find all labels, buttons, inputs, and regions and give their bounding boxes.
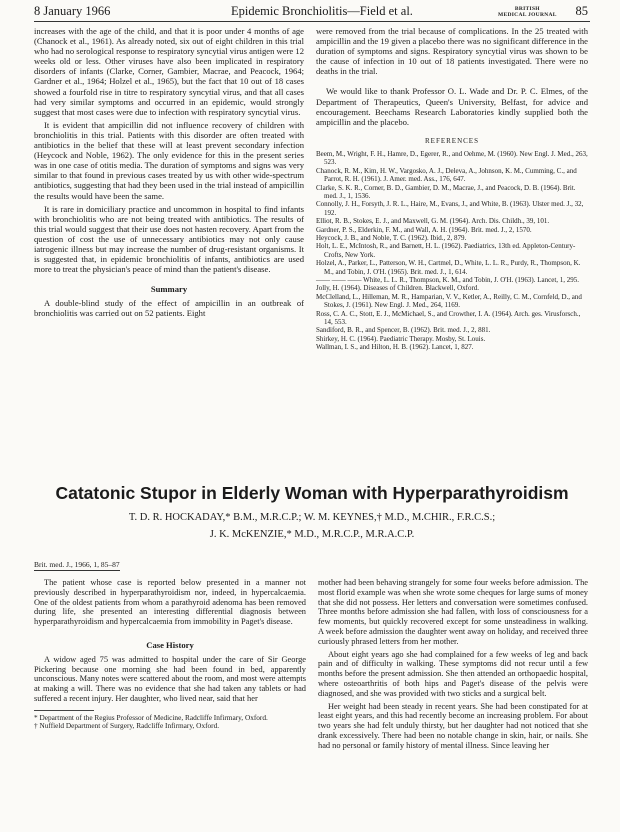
reference-item: Shirkey, H. C. (1964). Paediatric Therapy. Mosby, St. Louis. <box>316 334 486 343</box>
reference-list <box>316 150 588 352</box>
reference-item: Wallman, I. S., and Hilton, H. B. (1962). Lancet, 1, 827. <box>316 343 474 352</box>
reference-item: —— —— —— White, L. L. R., Thompson, K. M., and Tobin, J. O'H. (1963). Lancet, 1, 295. <box>316 276 580 285</box>
journal-mark: BRITISH MEDICAL JOURNAL <box>498 6 557 18</box>
paragraph: were removed from the trial because of complications. In the 25 treated with ampicillin and the 19 given a placebo there was no significant difference in the duration of symptoms and signs. Respiratory syncytial virus was shown to be the cause of infection in 10 out of 18 patients investigated. There were no deaths in the trial. <box>316 26 588 77</box>
page-number: 85 <box>575 4 588 18</box>
reference-item: Gardner, P. S., Elderkin, F. M., and Wall, A. H. (1964). Brit. med. J., 2, 1570. <box>316 225 532 234</box>
acknowledgement: We would like to thank Professor O. L. Wade and Dr. P. C. Elmes, of the Department of Therapeutics, Queen's University, Belfast, for advice and encouragement. Beechams Research Laboratories kindly supplied both the ampicillin and the placebo. <box>316 86 588 127</box>
paragraph: About eight years ago she had complained for a few weeks of leg and back pain and of difficulty in walking. These symptoms did not recur until a few months before the present admission. She then attended an orthopaedic hospital, where osteoarthritis of both hips and Paget's disease of the pelvis were diagnosed, and she was provided with two sticks and a surgical belt. <box>318 649 588 698</box>
case-paragraph: A widow aged 75 was admitted to hospital under the care of Sir George Pickering because one morning she had been found in bed, apparently unconscious. Many notes were scattered about the room, and most were attempts at making a will. There was no evidence that she had taken any tablets or had suffered a recent injury. Her daughter, who lived near, said that her <box>34 654 306 703</box>
paragraph: mother had been behaving strangely for some four weeks before admission. The most florid example was when she wrote some cheques for large sums of money that she did not possess. Her letters and conversation were sometimes confused. Three months before admission she had fallen, with loss of consciousness for a few moments, but quickly recovered except for some unsteadiness in walking. A week before admission the daughter went away on holiday, and received three curiously phrased letters from her mother. <box>318 578 588 646</box>
reference-item: McClelland, L., Hilleman, M. R., Hamparian, V. V., Ketler, A., Reilly, C. M., Cornfeld, D., and Stokes, J. (1961). New Engl. J. Med., 264, 1169. <box>316 292 582 310</box>
paragraph: It is evident that ampicillin did not influence recovery of children with bronchiolitis in this trial. Patients with this disorder are often treated with antibiotics in the belief that these will at least prevent secondary infection (Heycock and Noble, 1962). The only evidence for this in the present series was in one case of otitis media. The duration of symptoms and signs was very similar to that found in previous cases treated by us with other wide-spectrum antibiotics, suggesting that had they been used in the trial instead of ampicillin the results would have been the same. <box>34 119 304 201</box>
reference-item: Connolly, J. H., Forsyth, J. R. L., Haire, M., Evans, J., and White, B. (1963). Ulster med. J., 32, 192. <box>316 200 584 217</box>
case-history-heading: Case History <box>146 639 194 650</box>
reference-item: Beem, M., Wright, F. H., Hamre, D., Egerer, R., and Oehme, M. (1960). New Engl. J. Med., 263, 523. <box>316 149 588 167</box>
issue-date: 8 January 1966 <box>34 4 111 18</box>
article-title: Catatonic Stupor in Elderly Woman with Hyperparathyroidism <box>55 483 569 503</box>
paragraph: Her weight had been steady in recent years. She had been constipated for at least eight years, and this had recently become an increasing problem. For about two years she had felt unduly thirsty, but her daughter had not noticed that she drank excessively. There had been no notable change in skin, hair, or nails. She had no personal or family history of mental illness. Since leaving her <box>318 701 588 750</box>
running-header <box>34 4 590 22</box>
reference-item: Holzel, A., Parker, L., Patterson, W. H., Cartmel, D., White, L. L. R., Purdy, R., Thompson, K. M., and Tobin, J. O'H. (1965). Brit. med. J., 1, 614. <box>316 259 581 276</box>
intro-paragraph: The patient whose case is reported below presented in a manner not previously described in hyperparathyroidism nor, indeed, in hypercalcaemia. One of the oldest patients from whom a parathyroid adenoma has been removed during life, she presented an interesting differential diagnosis between hyperparathyroidism and hypercalcaemia from immobility in Paget's disease. <box>34 578 306 627</box>
footnote-rule <box>34 710 94 711</box>
running-title: Epidemic Bronchiolitis—Field et al. <box>231 4 413 18</box>
paragraph: increases with the age of the child, and that it is poor under 4 months of age (Chanock et al., 1961). As already noted, six out of eight children in this trial who had no serological response to respiratory syncytial virus antigen were 12 weeks old or less. Other viruses have also been implicated in respiratory disorders of infants (Clarke, Corner, Gambier, Macrae, and Peacock, 1964; Gardner et al., 1964; Holzel et al., 1965), but the fact that 10 out of 18 cases showed a fourfold rise in titre to respiratory syncytial virus, and that all cases had very similar symptoms and occurred in an epidemic, would strongly suggest that most cases were due to infection with respiratory syncytial virus. <box>34 26 304 117</box>
authors-line-2: J. K. McKENZIE,* M.D., M.R.C.P., M.R.A.C.P. <box>209 529 415 540</box>
footnote: * Department of the Regius Professor of Medicine, Radcliffe Infirmary, Oxford. <box>34 712 268 722</box>
header-rule <box>34 21 590 22</box>
reference-item: Elliot, R. B., Stokes, E. J., and Maxwell, G. M. (1964). Arch. Dis. Childh., 39, 101. <box>316 217 550 226</box>
reference-item: Chanock, R. M., Kim, H. W., Vargosko, A. J., Deleva, A., Johnson, K. M., Cumming, C., and Parrot, R. H. (1961). J. Amer. med. Ass., 176, 647. <box>316 166 577 184</box>
references-heading: REFERENCES <box>425 136 479 145</box>
bottom-left-column <box>34 578 306 731</box>
reference-item: Heycock, J. B., and Noble, T. C. (1962). Ibid., 2, 879. <box>316 234 467 242</box>
citation: Brit. med. J., 1966, 1, 85–87 <box>34 560 120 569</box>
top-right-column <box>316 26 588 352</box>
reference-item: Sandiford, B. R., and Spencer, B. (1962). Brit. med. J., 2, 881. <box>316 326 491 335</box>
reference-item: Clarke, S. K. R., Corner, B. D., Gambier, D. M., Macrae, J., and Peacock, D. B. (1964). Brit. med. J., 1, 1536. <box>316 183 576 200</box>
footnote: † Nuffield Department of Surgery, Radcliffe Infirmary, Oxford. <box>34 721 220 731</box>
authors-line-1: T. D. R. HOCKADAY,* B.M., M.R.C.P.; W. M. KEYNES,† M.D., M.CHIR., F.R.C.S.; <box>128 512 496 523</box>
reference-item: Holt, L. E., McIntosh, R., and Barnett, H. L. (1962). Paediatrics, 13th ed. Appleton-Century-Crofts, New York. <box>316 242 576 259</box>
summary-text: A double-blind study of the effect of ampicillin in an outbreak of bronchiolitis was carried out on 52 patients. Eight <box>34 298 304 319</box>
bottom-right-column <box>318 578 588 751</box>
top-left-column <box>34 26 304 319</box>
reference-item: Jolly, H. (1964). Diseases of Children. Blackwell, Oxford. <box>316 284 480 293</box>
summary-heading: Summary <box>150 284 188 295</box>
reference-item: Ross, C. A. C., Stott, E. J., McMichael, S., and Crowther, I. A. (1964). Arch. ges. Virusforsch., 14, 553. <box>316 309 581 327</box>
paragraph: It is rare in domiciliary practice and uncommon in hospital to find infants with bronchiolitis who are not being treated with antibiotics. The results of this trial would suggest that their use does not hasten recovery. Apart from the question of cost the use of unnecessary antibiotics may not only cause iatrogenic illness but may increase the number of drug-resistant organisms. It is suggested that, in epidemic bronchiolitis of infants, antibiotics are used more to treat the physician's peace of mind than the patient's disease. <box>34 203 304 275</box>
